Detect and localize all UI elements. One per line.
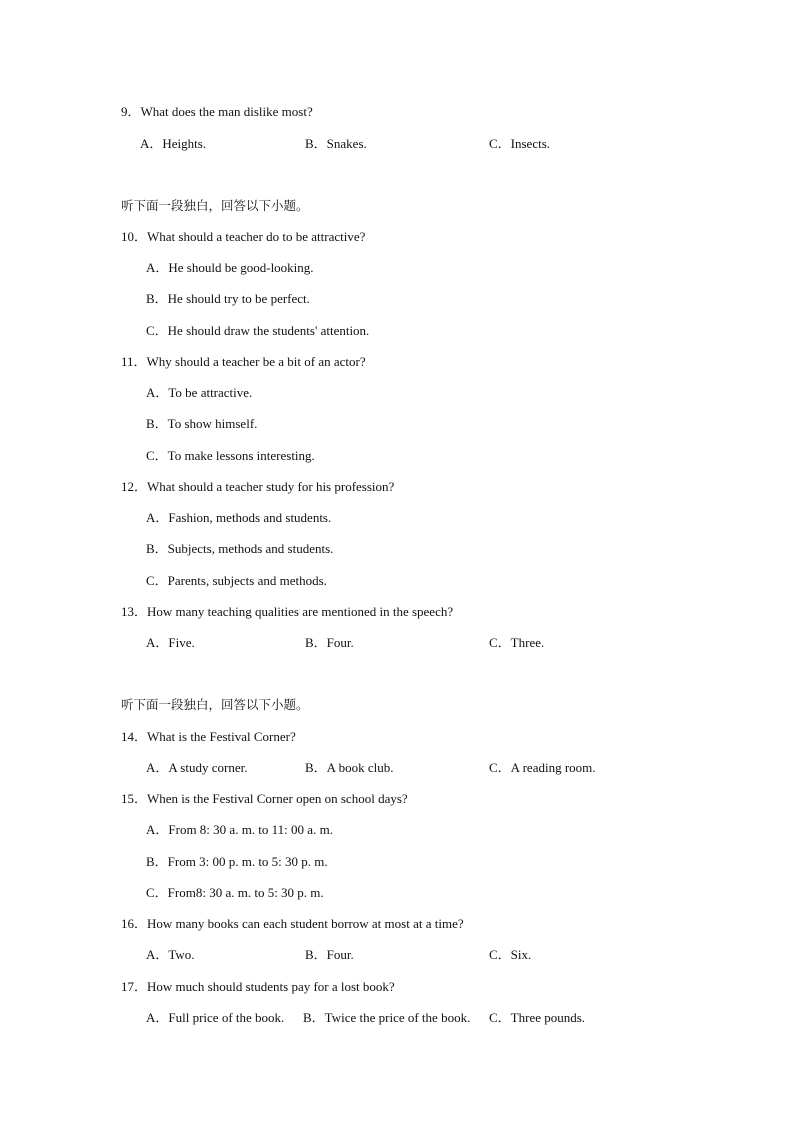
question-9-stem: 9．What does the man dislike most? <box>121 104 313 119</box>
section-instruction-2: 听下面一段独白，回答以下小题。 <box>121 697 309 712</box>
question-16-option-c: C．Six. <box>489 947 532 962</box>
question-9-option-a: A．Heights. <box>140 136 207 151</box>
question-13-option-c: C．Three. <box>489 635 545 650</box>
question-14-stem: 14．What is the Festival Corner? <box>121 729 296 744</box>
question-16-option-b: B．Four. <box>305 947 354 962</box>
question-11-stem: 11．Why should a teacher be a bit of an actor? <box>121 354 366 369</box>
section-instruction-1: 听下面一段独白，回答以下小题。 <box>121 198 309 213</box>
question-12-option-b: B．Subjects, methods and students. <box>146 541 334 556</box>
question-13-stem: 13．How many teaching qualities are mentioned in the speech? <box>121 604 454 619</box>
question-12-option-a: A．Fashion, methods and students. <box>146 510 332 525</box>
question-10-option-a: A．He should be good-looking. <box>146 260 314 275</box>
question-15-option-c: C．From8: 30 a. m. to 5: 30 p. m. <box>146 885 324 900</box>
question-10-option-b: B．He should try to be perfect. <box>146 291 310 306</box>
question-14-option-a: A．A study corner. <box>146 760 248 775</box>
question-17-option-a: A．Full price of the book. <box>146 1010 285 1025</box>
question-13-option-b: B．Four. <box>305 635 354 650</box>
question-11-option-a: A．To be attractive. <box>146 385 253 400</box>
question-9-option-b: B．Snakes. <box>305 136 367 151</box>
question-11-option-c: C．To make lessons interesting. <box>146 448 315 463</box>
question-12-stem: 12．What should a teacher study for his profession? <box>121 479 395 494</box>
question-15-stem: 15．When is the Festival Corner open on school days? <box>121 791 408 806</box>
question-13-option-a: A．Five. <box>146 635 195 650</box>
question-14-option-b: B．A book club. <box>305 760 394 775</box>
question-17-option-b: B．Twice the price of the book. <box>303 1010 471 1025</box>
question-16-stem: 16．How many books can each student borrow at most at a time? <box>121 916 464 931</box>
question-11-option-b: B．To show himself. <box>146 416 258 431</box>
question-10-stem: 10．What should a teacher do to be attractive? <box>121 229 366 244</box>
question-12-option-c: C．Parents, subjects and methods. <box>146 573 327 588</box>
question-15-option-b: B．From 3: 00 p. m. to 5: 30 p. m. <box>146 854 328 869</box>
question-17-stem: 17．How much should students pay for a lost book? <box>121 979 395 994</box>
question-17-option-c: C．Three pounds. <box>489 1010 586 1025</box>
question-15-option-a: A．From 8: 30 a. m. to 11: 00 a. m. <box>146 822 333 837</box>
question-10-option-c: C．He should draw the students' attention. <box>146 323 370 338</box>
question-16-option-a: A．Two. <box>146 947 195 962</box>
question-14-option-c: C．A reading room. <box>489 760 596 775</box>
question-9-option-c: C．Insects. <box>489 136 551 151</box>
